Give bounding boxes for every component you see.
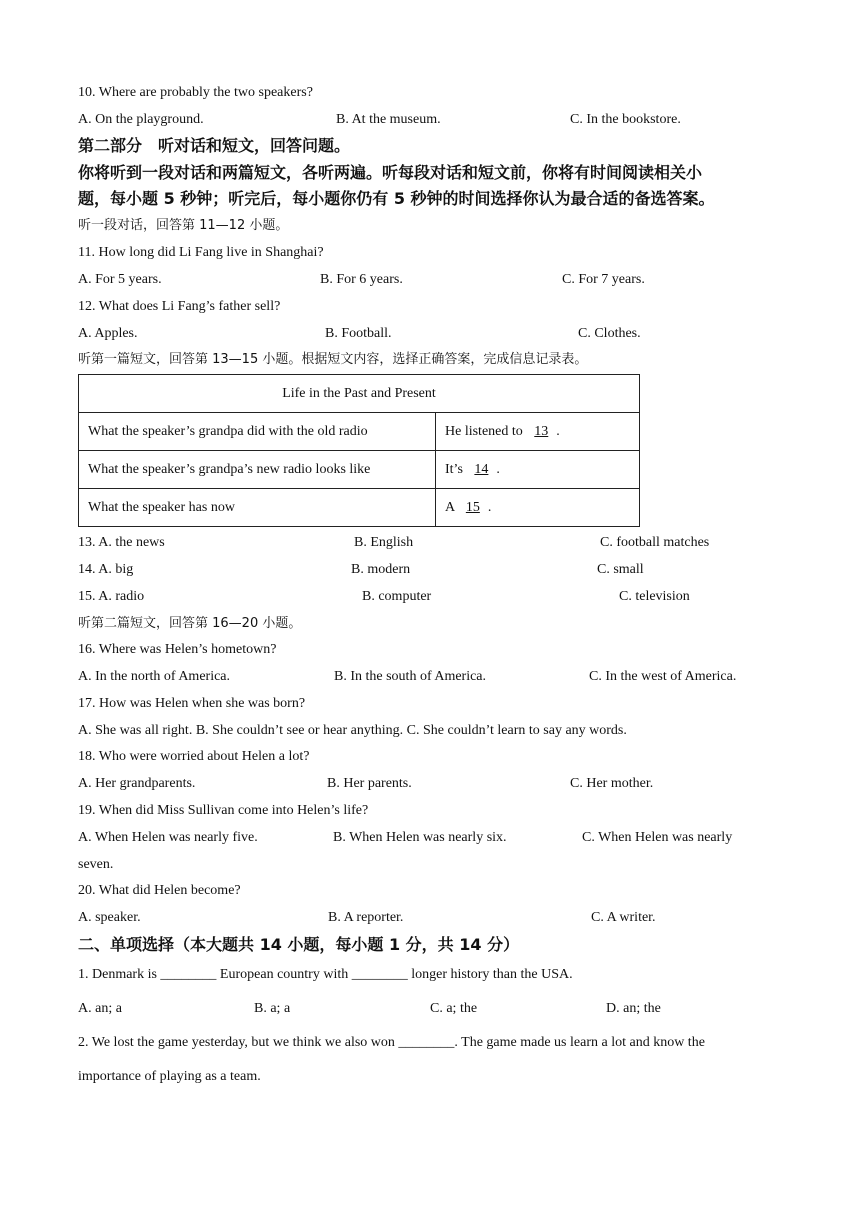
answer-prefix: A (445, 499, 455, 515)
answer-prefix: He listened to (445, 423, 523, 439)
s1-option-c: C. a; the (430, 1001, 478, 1016)
q12-option-a: A. Apples. (78, 326, 138, 341)
q20-option-a: A. speaker. (78, 910, 141, 925)
q15-option-b: B. computer (362, 589, 432, 604)
section2-heading: 二、单项选择（本大题共 14 小题，每小题 1 分，共 14 分） (78, 935, 520, 954)
single-choice-2-line2: importance of playing as a team. (78, 1069, 261, 1084)
table-row-answer (436, 413, 640, 451)
table-row (79, 489, 640, 527)
q14-option-b: B. modern (351, 562, 411, 577)
table-row (79, 451, 640, 489)
answer-blank-14: 14 (474, 461, 489, 477)
table-title: Life in the Past and Present (79, 375, 640, 413)
question-17: 17. How was Helen when she was born? (78, 696, 306, 711)
passage2-note: 听第二篇短文，回答第 16—20 小题。 (78, 616, 302, 631)
q19-option-a: A. When Helen was nearly five. (78, 830, 258, 845)
s1-option-a: A. an; a (78, 1001, 122, 1016)
question-11: 11. How long did Li Fang live in Shanghai? (78, 245, 324, 260)
q17-options: A. She was all right. B. She couldn’t see or hear anything. C. She couldn’t learn to say any words. (78, 723, 627, 738)
s1-option-d: D. an; the (606, 1001, 661, 1016)
part2-heading: 第二部分 听对话和短文，回答问题。 (78, 136, 351, 155)
passage1-note: 听第一篇短文，回答第 13—15 小题。根据短文内容，选择正确答案，完成信息记录表。 (78, 352, 588, 367)
answer-blank-13: 13 (534, 423, 549, 439)
q13-option-b: B. English (354, 535, 414, 550)
table-row-answer (436, 451, 640, 489)
answer-prefix: It’s (445, 461, 463, 477)
s1-option-b: B. a; a (254, 1001, 291, 1016)
question-16: 16. Where was Helen’s hometown? (78, 642, 277, 657)
info-record-table (78, 374, 640, 527)
q20-option-c: C. A writer. (591, 910, 656, 925)
question-12: 12. What does Li Fang’s father sell? (78, 299, 281, 314)
q14-option-c: C. small (597, 562, 644, 577)
q19-option-c: C. When Helen was nearly (582, 830, 733, 845)
q13-option-c: C. football matches (600, 535, 710, 550)
q12-option-c: C. Clothes. (578, 326, 641, 341)
question-10: 10. Where are probably the two speakers? (78, 85, 313, 100)
table-row-answer (436, 489, 640, 527)
q19-option-b: B. When Helen was nearly six. (333, 830, 507, 845)
q15-option-c: C. television (619, 589, 690, 604)
q10-option-b: B. At the museum. (336, 112, 441, 127)
table-row-label: What the speaker’s grandpa’s new radio looks like (79, 451, 436, 489)
table-row-label: What the speaker has now (79, 489, 436, 527)
table-row (79, 413, 640, 451)
q15-option-a: 15. A. radio (78, 589, 145, 604)
q18-option-c: C. Her mother. (570, 776, 654, 791)
answer-suffix: . (487, 499, 492, 515)
q18-option-a: A. Her grandparents. (78, 776, 196, 791)
q20-option-b: B. A reporter. (328, 910, 404, 925)
q16-option-a: A. In the north of America. (78, 669, 231, 684)
answer-suffix: . (556, 423, 560, 439)
question-19: 19. When did Miss Sullivan come into Helen’s life? (78, 803, 369, 818)
q10-option-c: C. In the bookstore. (570, 112, 681, 127)
q16-option-c: C. In the west of America. (589, 669, 737, 684)
q11-option-c: C. For 7 years. (562, 272, 645, 287)
part2-instructions-2: 题，每小题 5 秒钟；听完后，每小题你仍有 5 秒钟的时间选择你认为最合适的备选答案。 (78, 189, 715, 208)
answer-blank-15: 15 (465, 499, 480, 515)
q11-option-b: B. For 6 years. (320, 272, 403, 287)
q16-option-b: B. In the south of America. (334, 669, 487, 684)
q13-option-a: 13. A. the news (78, 535, 165, 550)
q11-option-a: A. For 5 years. (78, 272, 162, 287)
dialog-note: 听一段对话，回答第 11—12 小题。 (78, 218, 289, 233)
q14-option-a: 14. A. big (78, 562, 134, 577)
single-choice-1: 1. Denmark is ________ European country with ________ longer history than the USA. (78, 967, 573, 982)
question-20: 20. What did Helen become? (78, 883, 241, 898)
part2-instructions-1: 你将听到一段对话和两篇短文，各听两遍。听每段对话和短文前，你将有时间阅读相关小 (78, 163, 703, 182)
q19-option-c-wrap: seven. (78, 857, 114, 872)
question-18: 18. Who were worried about Helen a lot? (78, 749, 310, 764)
single-choice-2-line1: 2. We lost the game yesterday, but we think we also won ________. The game made us learn a lot and know the (78, 1035, 705, 1050)
answer-suffix: . (496, 461, 500, 477)
q12-option-b: B. Football. (325, 326, 392, 341)
q10-option-a: A. On the playground. (78, 112, 204, 127)
table-row-label: What the speaker’s grandpa did with the old radio (79, 413, 436, 451)
q18-option-b: B. Her parents. (327, 776, 412, 791)
